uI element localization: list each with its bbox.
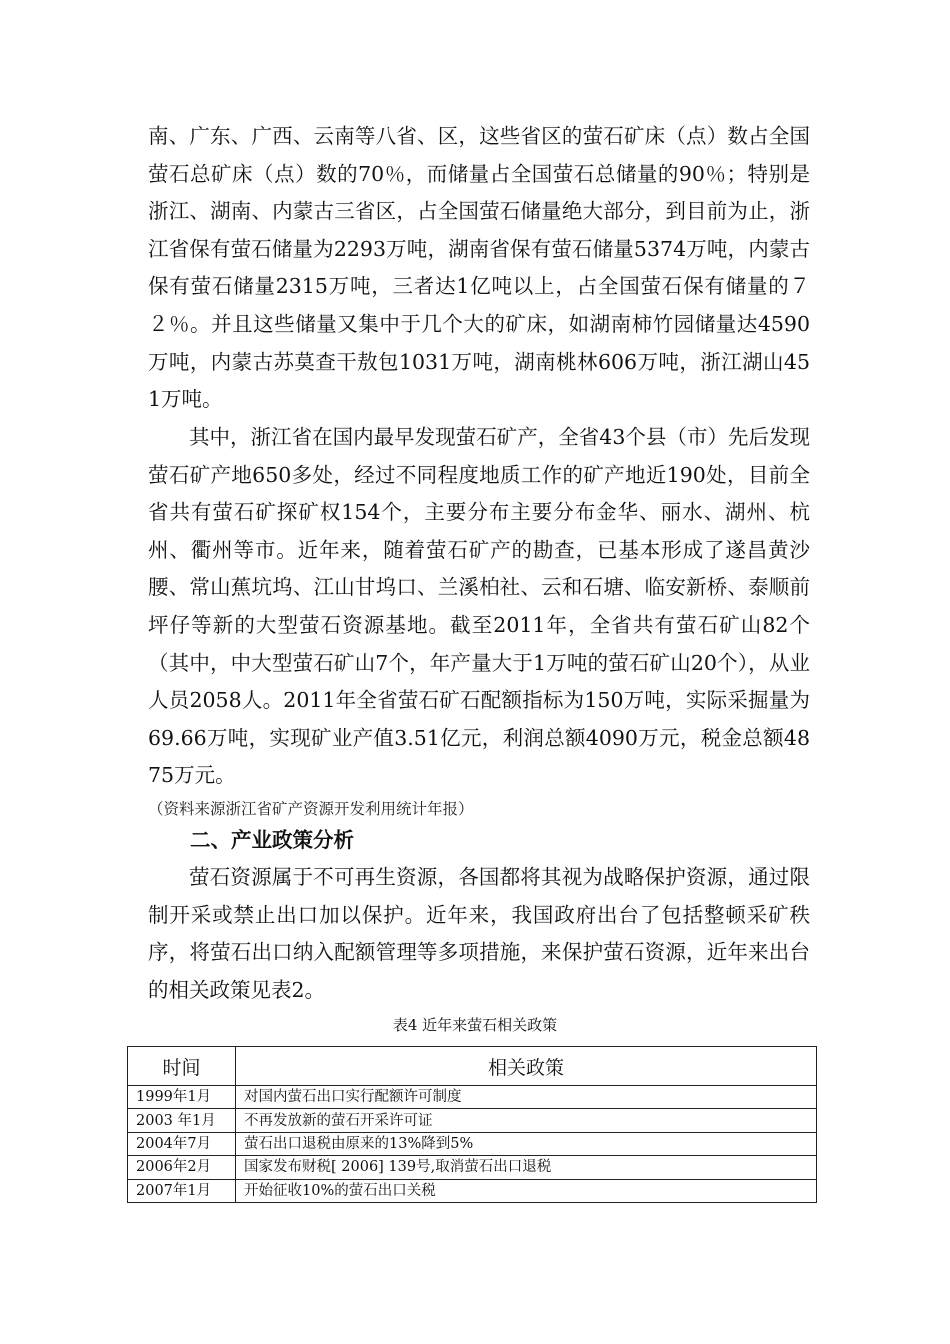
cell-date: 2003 年1月 [128,1109,236,1132]
paragraph-zhejiang-fluorite: 其中，浙江省在国内最早发现萤石矿产，全省43个县（市）先后发现萤石矿产地650多处，经过不同程度地质工作的矿产地近190处，目前全省共有萤石矿探矿权154个，主要分布主要分布金华、丽水、湖州、杭州、衢州等市。近年来，随着萤石矿产的勘查，已基本形成了遂昌黄沙腰、常山蕉坑坞、江山甘坞口、兰溪柏社、云和石塘、临安新桥、泰顺前坪仔等新的大型萤石资源基地。截至2011年，全省共有萤石矿山82个（其中，中大型萤石矿山7个，年产量大于1万吨的萤石矿山20个），从业人员2058人。2011年全省萤石矿石配额指标为150万吨，实际采掘量为69.66万吨，实现矿业产值3.51亿元，利润总额4090万元，税金总额4875万元。 [148,425,810,788]
cell-policy: 开始征收10%的萤石出口关税 [236,1179,817,1202]
cell-policy: 对国内萤石出口实行配额许可制度 [236,1086,817,1109]
table-caption: 表4 近年来萤石相关政策 [392,1016,558,1034]
header-policy: 相关政策 [236,1047,817,1086]
cell-date: 2004年7月 [128,1132,236,1155]
cell-date: 2006年2月 [128,1156,236,1179]
cell-date: 2007年1月 [128,1179,236,1202]
cell-policy: 国家发布财税[ 2006] 139号,取消萤石出口退税 [236,1156,817,1179]
table-row [128,1086,817,1109]
section-heading: 二、产业政策分析 [190,828,354,852]
policy-table [127,1046,817,1203]
table-header-row [128,1047,817,1086]
table-row [128,1132,817,1155]
cell-policy: 萤石出口退税由原来的13%降到5% [236,1132,817,1155]
table-row [128,1109,817,1132]
cell-policy: 不再发放新的萤石开采许可证 [236,1109,817,1132]
paragraph-fluorite-distribution: 南、广东、广西、云南等八省、区，这些省区的萤石矿床（点）数占全国萤石总矿床（点）数的70％，而储量占全国萤石总储量的90％；特别是浙江、湖南、内蒙古三省区，占全国萤石储量绝大部分，到目前为止，浙江省保有萤石储量为2293万吨，湖南省保有萤石储量5374万吨，内蒙古保有萤石储量2315万吨，三者达1亿吨以上，占全国萤石保有储量的７２％。并且这些储量又集中于几个大的矿床，如湖南柿竹园储量达4590万吨，内蒙古苏莫查干敖包1031万吨，湖南桃林606万吨，浙江湖山451万吨。 [148,124,810,412]
source-note: （资料来源浙江省矿产资源开发利用统计年报） [148,800,474,818]
table-row [128,1156,817,1179]
header-time: 时间 [128,1047,236,1086]
paragraph-policy-intro: 萤石资源属于不可再生资源，各国都将其视为战略保护资源，通过限制开采或禁止出口加以保护。近年来，我国政府出台了包括整顿采矿秩序，将萤石出口纳入配额管理等多项措施，来保护萤石资源，近年来出台的相关政策见表2。 [148,865,810,1002]
cell-date: 1999年1月 [128,1086,236,1109]
table-row [128,1179,817,1202]
